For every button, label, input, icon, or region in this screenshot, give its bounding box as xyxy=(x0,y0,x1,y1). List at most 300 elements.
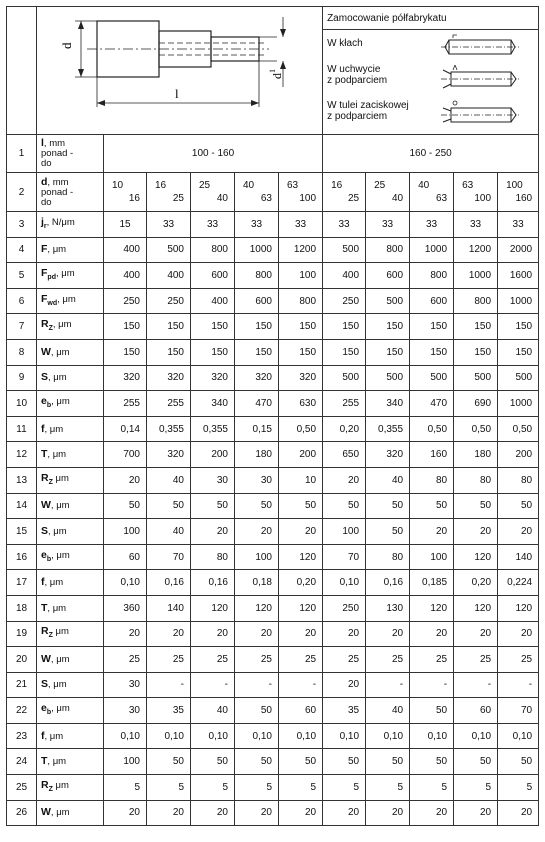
value-cell: 200 xyxy=(498,442,539,468)
value-cell: - xyxy=(410,672,454,698)
value-cell: 150 xyxy=(498,339,539,365)
range-from: 100 xyxy=(506,180,523,191)
symbol: e xyxy=(41,702,47,715)
value-cell: 0,355 xyxy=(147,416,191,442)
value-cell: 5 xyxy=(454,775,498,801)
value-cell: 800 xyxy=(191,237,235,263)
value-cell: 255 xyxy=(323,391,366,417)
value-cell: 50 xyxy=(279,749,323,775)
value-cell: 150 xyxy=(191,314,235,340)
value-cell: 40 xyxy=(191,698,235,724)
range-to: 25 xyxy=(347,193,360,204)
value-cell: 600 xyxy=(410,288,454,314)
row-label xyxy=(37,288,104,314)
value-cell: 30 xyxy=(235,467,279,493)
value-cell: 33 xyxy=(235,212,279,238)
value-cell: 25 xyxy=(235,647,279,673)
row-number: 6 xyxy=(7,288,37,314)
symbol-subscript: Z xyxy=(48,478,53,486)
value-cell: 50 xyxy=(191,749,235,775)
row-label xyxy=(37,672,104,698)
header-blank-cell xyxy=(7,7,37,135)
value-cell: 5 xyxy=(323,775,366,801)
table-row xyxy=(7,800,539,826)
diameter-range-cell xyxy=(191,173,235,212)
unit: , μm xyxy=(50,500,70,512)
value-cell: 180 xyxy=(235,442,279,468)
symbol: e xyxy=(41,548,47,561)
value-cell: 70 xyxy=(147,544,191,570)
symbol: R xyxy=(41,318,49,331)
unit: , N/μm xyxy=(46,216,75,228)
value-cell: 0,50 xyxy=(410,416,454,442)
table-row xyxy=(7,416,539,442)
value-cell: 50 xyxy=(454,493,498,519)
value-cell: 20 xyxy=(235,800,279,826)
value-cell: - xyxy=(191,672,235,698)
value-cell: 600 xyxy=(366,263,410,289)
diameter-range-cell xyxy=(323,173,366,212)
value-cell: 60 xyxy=(104,544,147,570)
table-row xyxy=(7,493,539,519)
value-cell: 20 xyxy=(191,621,235,647)
symbol-subscript: pd xyxy=(47,273,56,281)
value-cell: 400 xyxy=(191,288,235,314)
length-label: l xyxy=(175,86,179,101)
unit: , μm xyxy=(55,268,75,280)
row-diameter-range xyxy=(7,173,539,212)
symbol-subscript: b xyxy=(46,709,52,717)
value-cell: 690 xyxy=(454,391,498,417)
value-cell: - xyxy=(498,672,539,698)
value-cell: 150 xyxy=(410,314,454,340)
mount-option-label: W tulei zaciskowej xyxy=(327,100,409,111)
label-line-2: ponad - xyxy=(41,148,74,159)
range-from: 25 xyxy=(199,180,211,191)
value-cell: 0,10 xyxy=(104,723,147,749)
tolerance-table-sheet xyxy=(6,6,538,826)
value-cell: 360 xyxy=(104,595,147,621)
value-cell: 470 xyxy=(235,391,279,417)
value-cell: 150 xyxy=(104,314,147,340)
value-cell: 1000 xyxy=(235,237,279,263)
value-cell: 50 xyxy=(498,493,539,519)
value-cell: 30 xyxy=(191,467,235,493)
value-cell: 0,10 xyxy=(323,723,366,749)
value-cell: 150 xyxy=(498,314,539,340)
diameter-range-cell xyxy=(410,173,454,212)
label-line-3: do xyxy=(41,158,52,169)
table-row xyxy=(7,570,539,596)
value-cell: 500 xyxy=(366,365,410,391)
mounting-title: Zamocowanie półfabrykatu xyxy=(323,7,538,30)
row-label xyxy=(37,621,104,647)
row-number: 4 xyxy=(7,237,37,263)
value-cell: 10 xyxy=(279,467,323,493)
value-cell: 0,20 xyxy=(323,416,366,442)
value-cell: 100 xyxy=(279,263,323,289)
value-cell: 20 xyxy=(323,621,366,647)
value-cell: 320 xyxy=(366,442,410,468)
value-cell: 140 xyxy=(498,544,539,570)
unit: , μm xyxy=(50,807,70,819)
value-cell: 100 xyxy=(104,749,147,775)
value-cell: 50 xyxy=(410,749,454,775)
range-to: 100 xyxy=(299,193,317,204)
row-number: 3 xyxy=(7,212,37,238)
row-number: 25 xyxy=(7,775,37,801)
symbol: d xyxy=(41,175,48,188)
value-cell: 50 xyxy=(323,493,366,519)
row-number: 22 xyxy=(7,698,37,724)
row-label xyxy=(37,391,104,417)
mount-option-chuck xyxy=(327,64,387,86)
value-cell: 600 xyxy=(235,288,279,314)
value-cell: 120 xyxy=(279,595,323,621)
value-cell: 150 xyxy=(366,314,410,340)
value-cell: 150 xyxy=(366,339,410,365)
value-cell: 1000 xyxy=(410,237,454,263)
symbol: F xyxy=(41,243,48,256)
value-cell: 20 xyxy=(410,621,454,647)
between-centers-icon xyxy=(441,34,521,58)
value-cell: 1000 xyxy=(454,263,498,289)
value-cell: 40 xyxy=(147,467,191,493)
value-cell: 400 xyxy=(104,237,147,263)
value-cell: 500 xyxy=(454,365,498,391)
value-cell: 0,16 xyxy=(147,570,191,596)
symbol: T xyxy=(41,601,48,614)
table-row xyxy=(7,595,539,621)
value-cell: 70 xyxy=(498,698,539,724)
unit: , mm xyxy=(47,176,69,188)
value-cell: 5 xyxy=(104,775,147,801)
diameter-range-cell xyxy=(454,173,498,212)
value-cell: 40 xyxy=(366,698,410,724)
value-cell: 250 xyxy=(104,288,147,314)
value-cell: 1000 xyxy=(498,288,539,314)
value-cell: - xyxy=(454,672,498,698)
row-number: 18 xyxy=(7,595,37,621)
row-label xyxy=(37,749,104,775)
unit: , μm xyxy=(44,577,64,589)
row-number: 19 xyxy=(7,621,37,647)
symbol-subscript: wd xyxy=(47,299,58,307)
table-row xyxy=(7,467,539,493)
range-from: 25 xyxy=(374,180,386,191)
value-cell: 1200 xyxy=(279,237,323,263)
value-cell: 100 xyxy=(410,544,454,570)
value-cell: 25 xyxy=(410,647,454,673)
value-cell: 0,10 xyxy=(235,723,279,749)
value-cell: 50 xyxy=(235,493,279,519)
value-cell: 320 xyxy=(235,365,279,391)
value-cell: 320 xyxy=(279,365,323,391)
range-to: 160 xyxy=(515,193,533,204)
value-cell: 33 xyxy=(410,212,454,238)
row-label xyxy=(37,800,104,826)
value-cell: 0,10 xyxy=(104,570,147,596)
unit: , μm xyxy=(47,449,67,461)
symbol: W xyxy=(41,806,51,819)
value-cell: 20 xyxy=(279,519,323,545)
value-cell: 250 xyxy=(323,288,366,314)
value-cell: 200 xyxy=(191,442,235,468)
value-cell: 20 xyxy=(366,621,410,647)
length-range-b: 160 - 250 xyxy=(323,135,539,173)
row-number: 7 xyxy=(7,314,37,340)
value-cell: 50 xyxy=(366,493,410,519)
unit: , μm xyxy=(47,602,67,614)
mount-option-centers xyxy=(327,38,363,49)
value-cell: 20 xyxy=(104,800,147,826)
value-cell: 0,10 xyxy=(498,723,539,749)
value-cell: 50 xyxy=(147,493,191,519)
value-cell: 50 xyxy=(235,698,279,724)
unit: , μm xyxy=(44,730,64,742)
row-number: 26 xyxy=(7,800,37,826)
diameter-d1-label: d xyxy=(270,73,284,79)
value-cell: 20 xyxy=(147,621,191,647)
value-cell: 400 xyxy=(323,263,366,289)
value-cell: 700 xyxy=(104,442,147,468)
row-number: 17 xyxy=(7,570,37,596)
value-cell: 50 xyxy=(147,749,191,775)
value-cell: 0,10 xyxy=(454,723,498,749)
row-label xyxy=(37,212,104,238)
diameter-range-cell xyxy=(147,173,191,212)
value-cell: 500 xyxy=(366,288,410,314)
label-line-3: do xyxy=(41,196,52,208)
value-cell: 80 xyxy=(366,544,410,570)
value-cell: 30 xyxy=(104,672,147,698)
mount-option-label-2: z podparciem xyxy=(327,111,388,122)
symbol-subscript: Z xyxy=(48,632,53,640)
table-row xyxy=(7,314,539,340)
value-cell: 20 xyxy=(410,800,454,826)
value-cell: 33 xyxy=(454,212,498,238)
value-cell: 120 xyxy=(191,595,235,621)
value-cell: 0,20 xyxy=(279,570,323,596)
value-cell: 1600 xyxy=(498,263,539,289)
value-cell: 20 xyxy=(104,621,147,647)
value-cell: 800 xyxy=(235,263,279,289)
value-cell: 650 xyxy=(323,442,366,468)
value-cell: 50 xyxy=(454,749,498,775)
value-cell: 400 xyxy=(104,263,147,289)
value-cell: 500 xyxy=(498,365,539,391)
table-row xyxy=(7,647,539,673)
value-cell: 40 xyxy=(147,519,191,545)
unit: , μm xyxy=(51,703,70,715)
table-row xyxy=(7,391,539,417)
value-cell: 20 xyxy=(191,800,235,826)
range-to: 100 xyxy=(474,193,492,204)
row-number: 24 xyxy=(7,749,37,775)
row-label xyxy=(37,519,104,545)
value-cell: 50 xyxy=(366,519,410,545)
value-cell: - xyxy=(235,672,279,698)
value-cell: 250 xyxy=(323,595,366,621)
value-cell: 0,14 xyxy=(104,416,147,442)
value-cell: 80 xyxy=(410,467,454,493)
row-number: 8 xyxy=(7,339,37,365)
unit: , μm xyxy=(47,244,67,256)
value-cell: 20 xyxy=(191,519,235,545)
row-number: 13 xyxy=(7,467,37,493)
value-cell: 0,10 xyxy=(191,723,235,749)
value-cell: 100 xyxy=(323,519,366,545)
value-cell: 20 xyxy=(454,800,498,826)
row-number: 10 xyxy=(7,391,37,417)
value-cell: - xyxy=(147,672,191,698)
value-cell: 0,20 xyxy=(454,570,498,596)
row-number: 20 xyxy=(7,647,37,673)
value-cell: 150 xyxy=(279,339,323,365)
value-cell: 33 xyxy=(147,212,191,238)
value-cell: 800 xyxy=(410,263,454,289)
value-cell: 120 xyxy=(279,544,323,570)
value-cell: 0,10 xyxy=(410,723,454,749)
row-label xyxy=(37,467,104,493)
row-label xyxy=(37,263,104,289)
value-cell: 320 xyxy=(104,365,147,391)
symbol: e xyxy=(41,395,47,407)
range-from: 40 xyxy=(418,180,430,191)
symbol: S xyxy=(41,678,49,691)
value-cell: 20 xyxy=(323,467,366,493)
range-to: 63 xyxy=(260,193,272,204)
tolerance-table xyxy=(6,6,539,826)
symbol-subscript: Z xyxy=(48,325,53,333)
value-cell: 0,18 xyxy=(235,570,279,596)
row-label xyxy=(37,173,104,212)
row-number: 12 xyxy=(7,442,37,468)
value-cell: 20 xyxy=(366,800,410,826)
value-cell: 2000 xyxy=(498,237,539,263)
value-cell: 20 xyxy=(454,519,498,545)
row-number: 23 xyxy=(7,723,37,749)
row-label xyxy=(37,647,104,673)
chuck-with-support-icon xyxy=(441,64,521,90)
symbol-subscript: b xyxy=(46,401,52,409)
row-number: 9 xyxy=(7,365,37,391)
symbol: W xyxy=(41,345,51,358)
range-to: 40 xyxy=(216,193,228,204)
value-cell: 320 xyxy=(147,365,191,391)
symbol: f xyxy=(41,576,45,589)
value-cell: 320 xyxy=(191,365,235,391)
row-label xyxy=(37,237,104,263)
range-from: 63 xyxy=(462,180,474,191)
value-cell: 25 xyxy=(279,647,323,673)
mount-option-label: W uchwycie xyxy=(327,64,381,75)
value-cell: 20 xyxy=(104,467,147,493)
symbol: S xyxy=(41,524,49,537)
value-cell: 50 xyxy=(366,749,410,775)
mount-option-label: W kłach xyxy=(327,38,363,49)
range-from: 40 xyxy=(243,180,255,191)
value-cell: 600 xyxy=(191,263,235,289)
value-cell: 15 xyxy=(104,212,147,238)
value-cell: 33 xyxy=(323,212,366,238)
value-cell: 150 xyxy=(104,339,147,365)
workpiece-drawing-cell xyxy=(37,7,323,135)
value-cell: 800 xyxy=(366,237,410,263)
value-cell: 20 xyxy=(279,621,323,647)
value-cell: 120 xyxy=(410,595,454,621)
table-row xyxy=(7,519,539,545)
unit: , μm xyxy=(50,346,70,358)
row-label xyxy=(37,416,104,442)
value-cell: 33 xyxy=(498,212,539,238)
unit: , μm xyxy=(44,423,64,435)
symbol: W xyxy=(41,652,51,665)
value-cell: 1200 xyxy=(454,237,498,263)
value-cell: 25 xyxy=(454,647,498,673)
length-range-a: 100 - 160 xyxy=(104,135,323,173)
value-cell: 150 xyxy=(147,314,191,340)
value-cell: 100 xyxy=(235,544,279,570)
value-cell: 50 xyxy=(191,493,235,519)
value-cell: 20 xyxy=(410,519,454,545)
row-number: 14 xyxy=(7,493,37,519)
value-cell: 50 xyxy=(104,493,147,519)
row-label xyxy=(37,135,104,173)
symbol-subscript: r xyxy=(43,222,47,230)
row-number: 16 xyxy=(7,544,37,570)
row-label xyxy=(37,314,104,340)
symbol: T xyxy=(41,448,48,461)
unit: , μm xyxy=(48,372,67,384)
table-row xyxy=(7,263,539,289)
value-cell: 50 xyxy=(323,749,366,775)
value-cell: 150 xyxy=(235,314,279,340)
range-from: 63 xyxy=(287,180,299,191)
row-label xyxy=(37,723,104,749)
unit: , μm xyxy=(47,756,67,768)
table-row xyxy=(7,442,539,468)
value-cell: 200 xyxy=(279,442,323,468)
symbol: R xyxy=(41,778,49,791)
header-row xyxy=(7,7,539,135)
value-cell: 500 xyxy=(147,237,191,263)
value-cell: 0,10 xyxy=(323,570,366,596)
mounting-cell xyxy=(323,7,539,135)
diameter-range-cell xyxy=(498,173,539,212)
range-from: 16 xyxy=(331,180,343,191)
table-row xyxy=(7,621,539,647)
value-cell: 20 xyxy=(323,672,366,698)
value-cell: 70 xyxy=(323,544,366,570)
mount-option-label-2: z podparciem xyxy=(327,75,388,86)
value-cell: 0,10 xyxy=(279,723,323,749)
value-cell: 340 xyxy=(366,391,410,417)
value-cell: 150 xyxy=(147,339,191,365)
value-cell: 60 xyxy=(279,698,323,724)
table-row xyxy=(7,339,539,365)
diameter-d1-sub-label: 1 xyxy=(268,69,277,73)
value-cell: 150 xyxy=(454,339,498,365)
row-number: 15 xyxy=(7,519,37,545)
unit: μm xyxy=(52,779,69,791)
value-cell: - xyxy=(366,672,410,698)
table-row xyxy=(7,723,539,749)
value-cell: 0,50 xyxy=(498,416,539,442)
row-number: 5 xyxy=(7,263,37,289)
value-cell: 25 xyxy=(104,647,147,673)
row-number: 11 xyxy=(7,416,37,442)
